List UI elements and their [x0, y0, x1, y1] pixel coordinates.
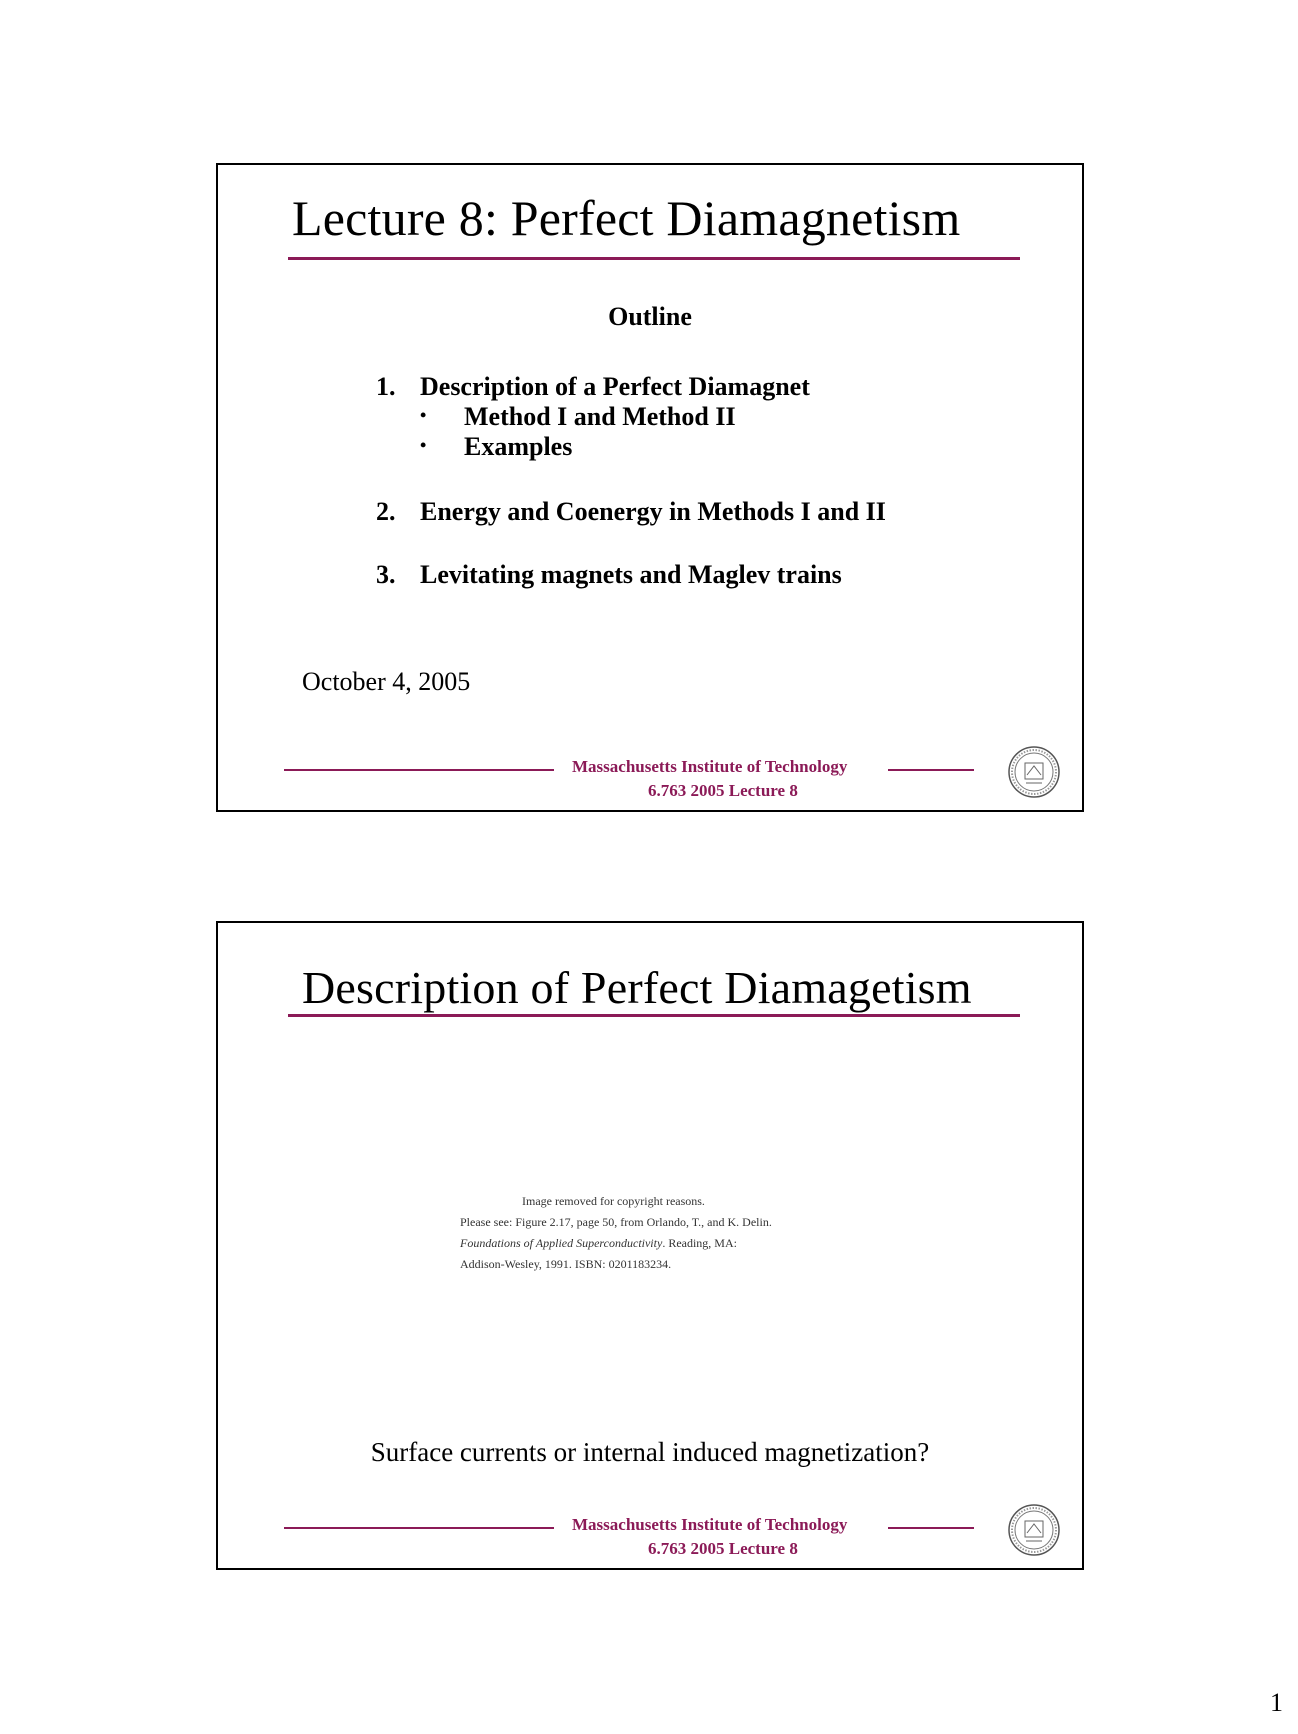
outline-bullet-text: Examples: [464, 432, 573, 461]
copyright-line-1: Image removed for copyright reasons.: [522, 1194, 705, 1208]
title-underline: [288, 257, 1020, 260]
footer-course: 6.763 2005 Lecture 8: [648, 781, 798, 800]
title-underline: [288, 1014, 1020, 1017]
outline-item-text: Levitating magnets and Maglev trains: [420, 560, 842, 589]
footer-rule-left: [284, 1527, 554, 1529]
copyright-line-3: [460, 1233, 772, 1254]
footer-course: 6.763 2005 Lecture 8: [648, 1539, 798, 1558]
copyright-notice: [460, 1191, 772, 1275]
footer-rule-right: [888, 769, 974, 771]
footer-institution: Massachusetts Institute of Technology: [572, 757, 848, 776]
footer-rule-right: [888, 1527, 974, 1529]
copyright-line-3-rest: . Reading, MA:: [662, 1236, 737, 1250]
outline-item-text: Energy and Coenergy in Methods I and II: [420, 497, 886, 526]
slide-1: [216, 163, 1084, 812]
slide-title: Lecture 8: Perfect Diamagnetism: [292, 190, 961, 246]
outline-item-number: 2.: [376, 497, 396, 526]
bullet-dot-icon: •: [420, 435, 427, 455]
book-title: Foundations of Applied Superconductivity: [460, 1236, 663, 1250]
footer-institution: Massachusetts Institute of Technology: [572, 1515, 848, 1534]
outline-item-number: 3.: [376, 560, 396, 589]
outline-heading: Outline: [608, 302, 692, 331]
slide-question: Surface currents or internal induced magnetization?: [370, 1437, 930, 1467]
mit-seal-icon: [1007, 1503, 1061, 1557]
outline-bullet-text: Method I and Method II: [464, 402, 736, 431]
slide-2: [216, 921, 1084, 1570]
copyright-line-2: Please see: Figure 2.17, page 50, from Orlando, T., and K. Delin.: [460, 1215, 772, 1229]
slide-title: Description of Perfect Diamagetism: [302, 962, 972, 1013]
mit-seal-icon: [1007, 745, 1061, 799]
outline-item-number: 1.: [376, 372, 396, 401]
copyright-line-4: Addison-Wesley, 1991. ISBN: 0201183234.: [460, 1257, 672, 1271]
footer-rule-left: [284, 769, 554, 771]
page-number: 1: [1270, 1688, 1283, 1717]
bullet-dot-icon: •: [420, 405, 427, 425]
outline-item-text: Description of a Perfect Diamagnet: [420, 372, 810, 401]
lecture-date: October 4, 2005: [302, 667, 471, 696]
